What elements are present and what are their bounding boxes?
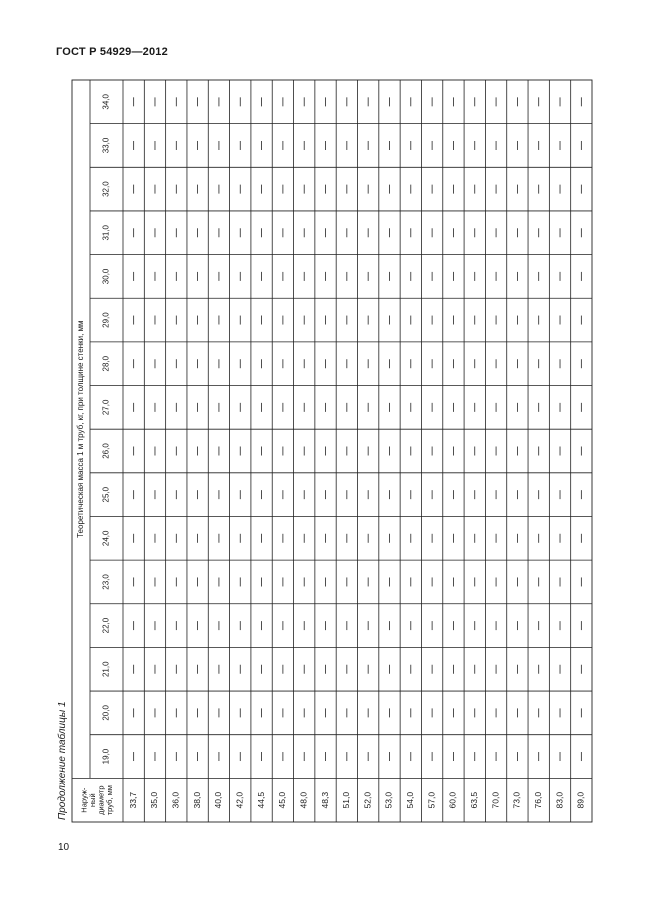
wall-thickness-label: 30,0 xyxy=(101,268,111,285)
diameter-header-label: труб, мм xyxy=(105,785,115,816)
outer-diameter-value: 35,0 xyxy=(149,791,160,809)
wall-thickness-label: 21,0 xyxy=(101,661,111,678)
outer-diameter-value: 42,0 xyxy=(234,791,245,809)
wall-thickness-label: 31,0 xyxy=(101,224,111,241)
outer-diameter-value: 89,0 xyxy=(575,791,586,809)
outer-diameter-value: 53,0 xyxy=(383,791,394,809)
outer-diameter-value: 44,5 xyxy=(255,791,266,809)
diameter-header-label: диаметр xyxy=(96,785,106,815)
outer-diameter-value: 45,0 xyxy=(277,791,288,809)
wall-thickness-label: 34,0 xyxy=(101,94,111,110)
wall-thickness-label: 19,0 xyxy=(101,748,111,765)
wall-thickness-label: 25,0 xyxy=(101,486,111,503)
wall-thickness-label: 20,0 xyxy=(101,705,111,721)
wall-thickness-label: 29,0 xyxy=(101,312,111,328)
table-border xyxy=(72,80,592,822)
outer-diameter-value: 57,0 xyxy=(426,791,437,809)
diameter-header-label: Наруж- xyxy=(79,787,89,813)
outer-diameter-value: 33,7 xyxy=(127,791,138,809)
outer-diameter-value: 70,0 xyxy=(490,791,501,809)
standard-designation: ГОСТ Р 54929—2012 xyxy=(56,46,168,58)
wall-thickness-label: 28,0 xyxy=(101,355,111,372)
group-header-label: Теоретическая масса 1 м труб, кг, при толщине стенки, мм xyxy=(76,320,86,538)
outer-diameter-value: 63,5 xyxy=(469,791,479,809)
outer-diameter-value: 40,0 xyxy=(213,791,224,809)
outer-diameter-value: 38,0 xyxy=(191,791,202,809)
wall-thickness-label: 27,0 xyxy=(101,399,111,416)
wall-thickness-label: 24,0 xyxy=(101,530,111,547)
table-caption: Продолжение таблицы 1 xyxy=(57,701,68,820)
outer-diameter-value: 36,0 xyxy=(170,791,181,809)
outer-diameter-value: 48,0 xyxy=(298,791,309,809)
outer-diameter-value: 51,0 xyxy=(341,791,352,809)
wall-thickness-label: 22,0 xyxy=(101,617,111,634)
wall-thickness-label: 33,0 xyxy=(101,137,111,154)
outer-diameter-value: 54,0 xyxy=(405,791,416,809)
wall-thickness-label: 23,0 xyxy=(101,574,111,590)
outer-diameter-value: 48,3 xyxy=(319,791,330,809)
outer-diameter-value: 73,0 xyxy=(511,791,522,809)
outer-diameter-value: 52,0 xyxy=(362,791,373,809)
wall-thickness-label: 26,0 xyxy=(101,443,111,459)
wall-thickness-label: 32,0 xyxy=(101,181,111,197)
diameter-header-label: ный xyxy=(88,793,98,808)
outer-diameter-value: 60,0 xyxy=(447,791,458,809)
page-number: 10 xyxy=(58,842,70,853)
outer-diameter-value: 83,0 xyxy=(554,791,565,809)
outer-diameter-value: 76,0 xyxy=(532,791,543,809)
